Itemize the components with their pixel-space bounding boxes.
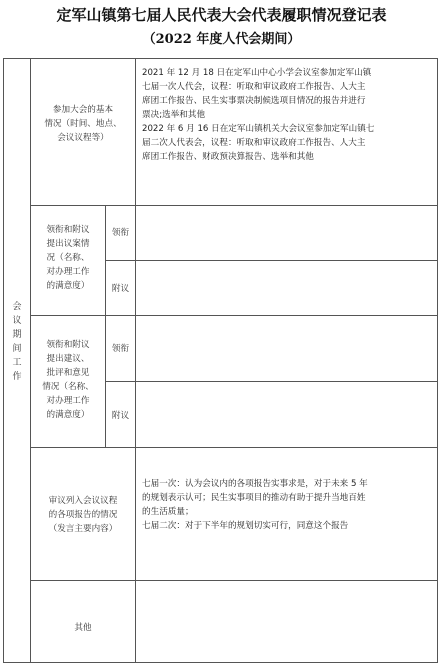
other-label: 其他 [74,623,92,633]
proposal-lead-label: 领衔 [111,228,130,238]
form-subtitle: （2022 年度人代会期间） [142,32,301,47]
suggest-second-input[interactable] [135,381,438,448]
attend-content: 2021 年 12 月 18 日在定军山中心小学会议室参加定军山镇 七届一次人代会，议程：听取和审议政府工作报告、人大主 席团工作报告、民生实事票决制候选项目情况的报告并进行 票决;选举和其他 2022 年 6 月 16 日在定军山镇机关大会议室参加定军山镇七 届二次人代表会，议程：听取和审议政府工作报告、人大主 席团工作报告、财政预决算报告、选举和其他 [142,68,375,162]
other-content-cell[interactable] [135,580,438,663]
attend-label: 参加大会的基本 情况（时间、地点、 会议议程等） [44,105,122,143]
suggest-lead-input[interactable] [135,315,438,382]
review-content: 七届一次：认为会议内的各项报告实事求是，对于未来 5 年 的规划表示认可；民生实事项目的推动有助于提升当地百姓 的生活质量； 七届二次：对于下半年的规划切实可行，同意这个报告 [142,479,368,531]
registration-table [3,58,438,663]
proposal-lead-input[interactable] [135,205,438,261]
side-label: 会 议 期 间 工 作 [12,302,22,382]
proposal-label: 领衔和附议 提出议案情 况（名称、 对办理工作 的满意度） [46,225,90,291]
review-label: 审议列入会议议程 的各项报告的情况 （发言主要内容） [48,496,118,534]
suggest-label: 领衔和附议 提出建议、 批评和意见 情况（名称、 对办理工作 的满意度） [42,340,94,420]
suggest-lead-label: 领衔 [111,344,130,354]
proposal-second-label: 附议 [111,284,130,294]
suggest-second-label: 附议 [111,411,130,421]
form-title: 定军山镇第七届人民代表大会代表履职情况登记表 [56,6,387,24]
proposal-second-input[interactable] [135,260,438,316]
